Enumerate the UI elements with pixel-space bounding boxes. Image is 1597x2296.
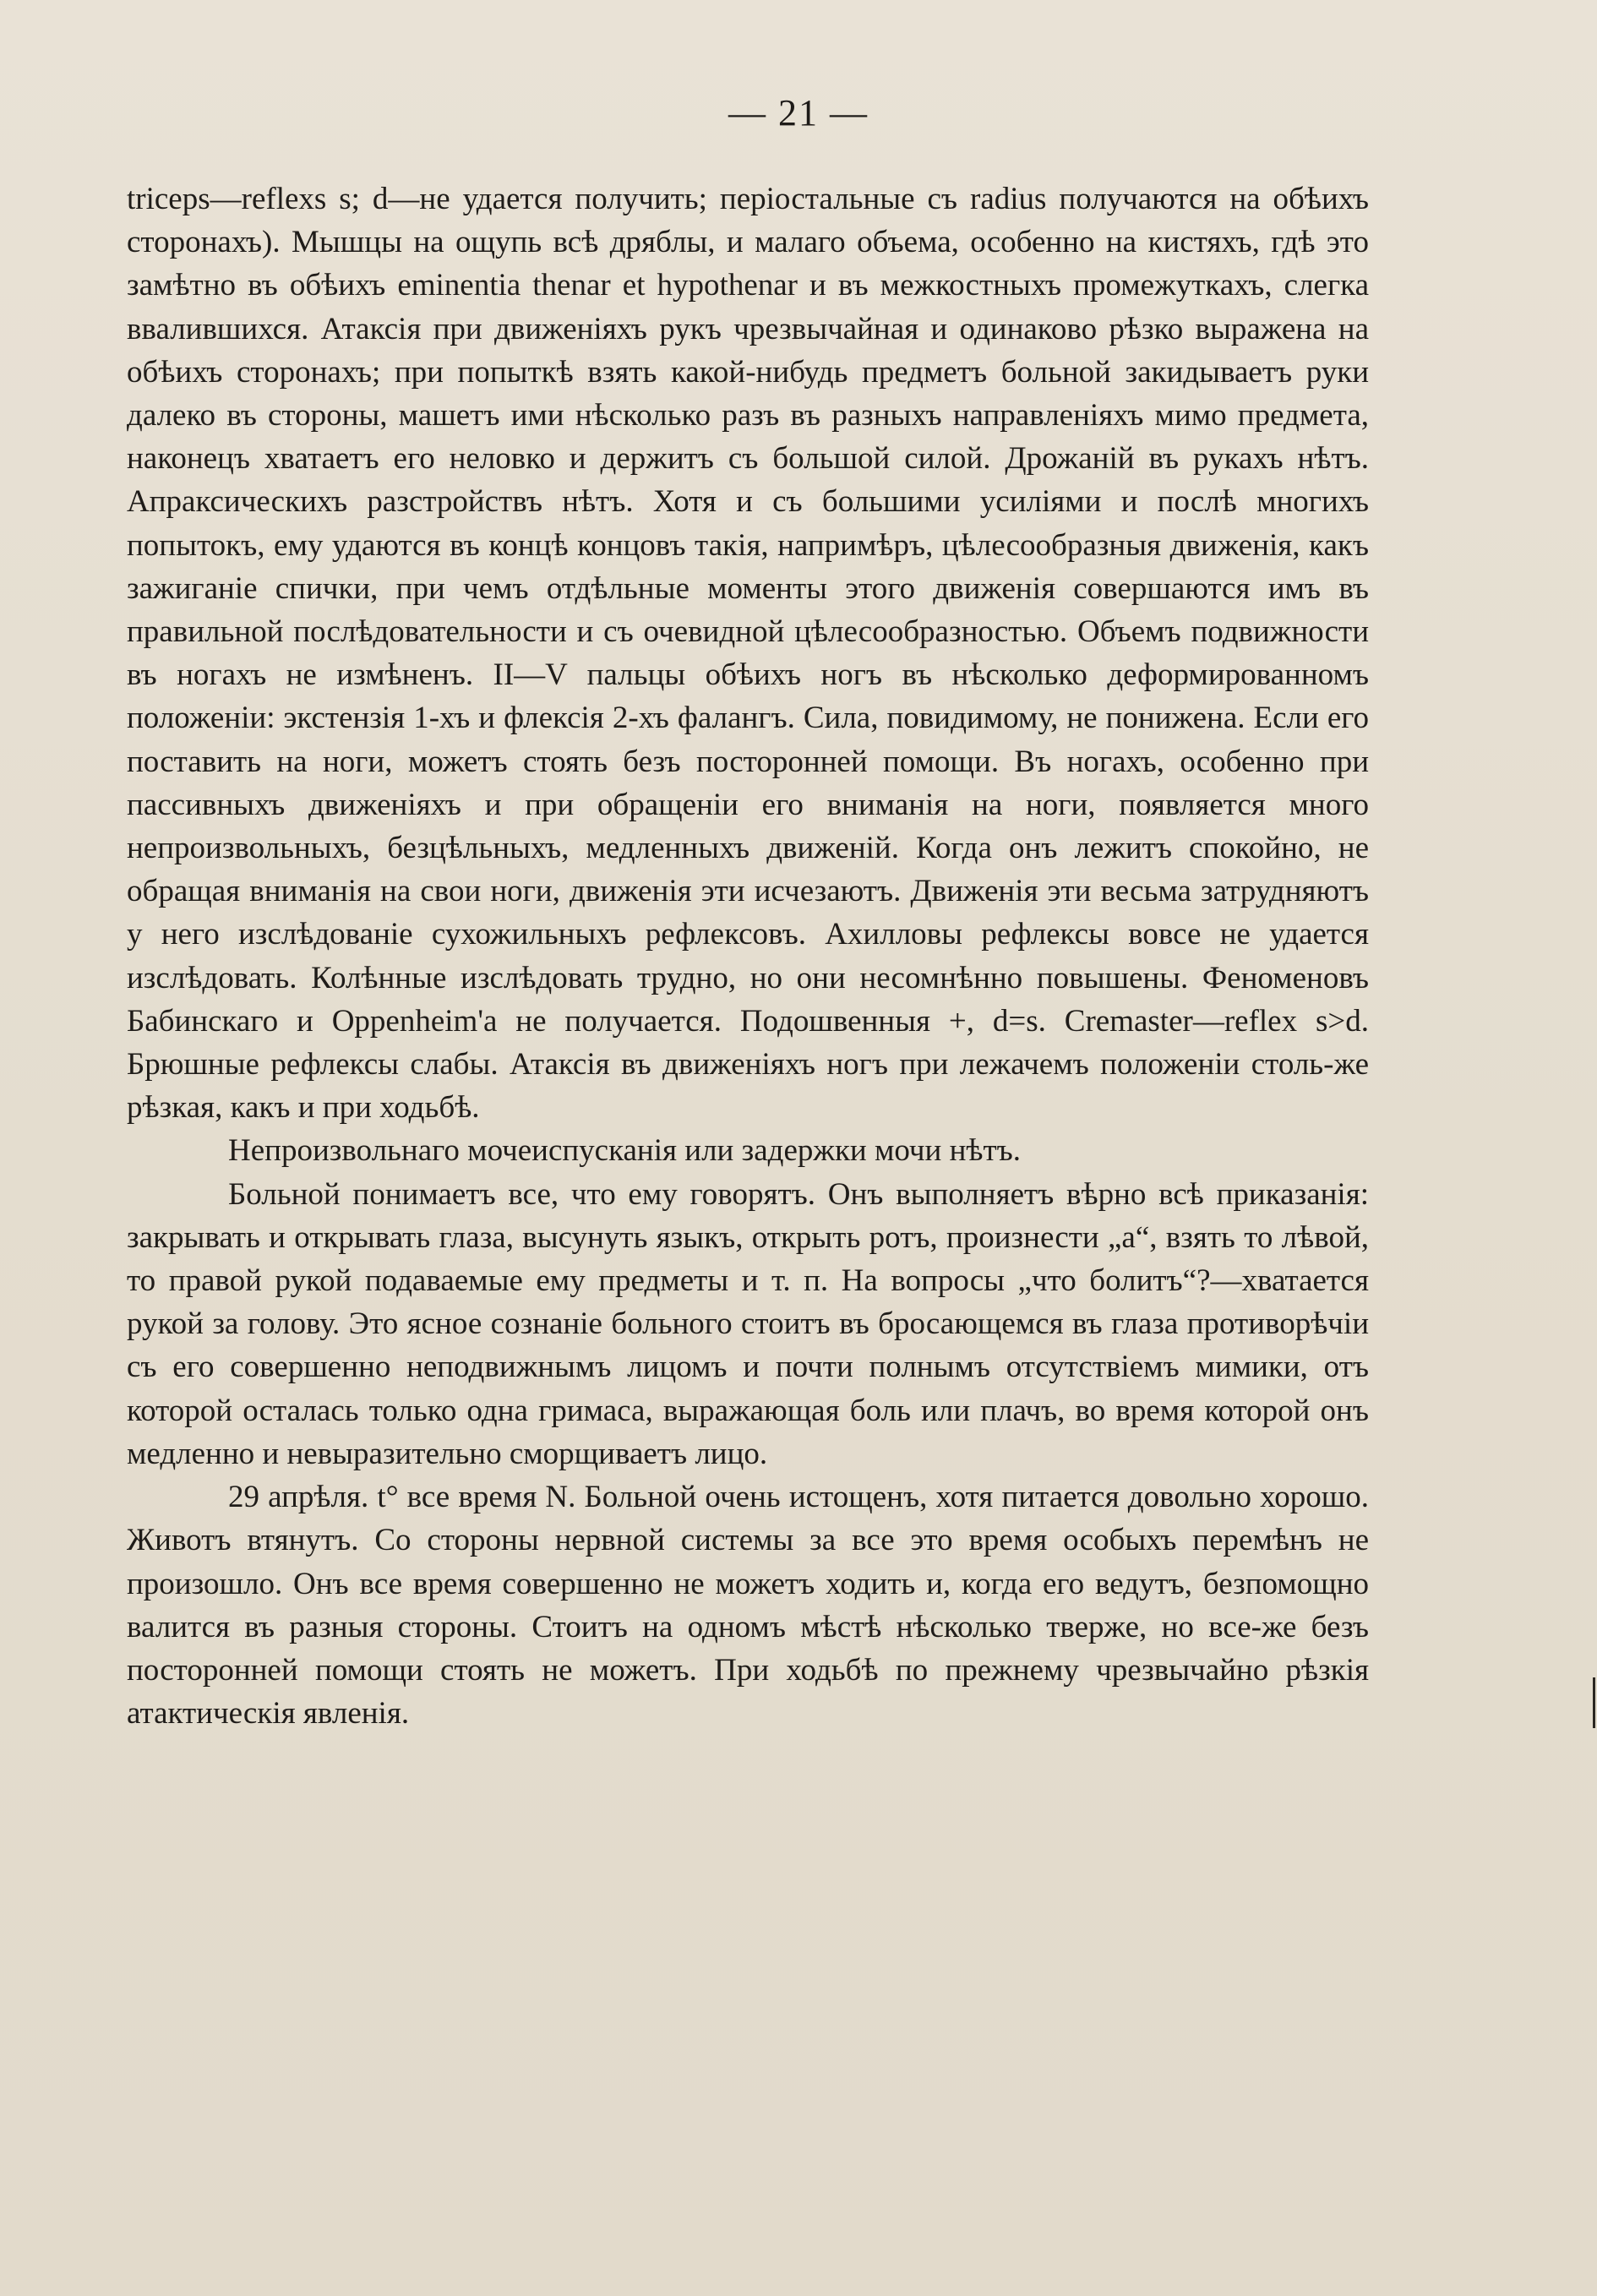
body-text bbox=[127, 177, 1369, 1735]
paragraph-urination: Непроизвольнаго мочеиспусканія или задержки мочи нѣтъ. bbox=[228, 1133, 1022, 1169]
scan-edge-mark bbox=[1593, 1677, 1595, 1728]
page-number: — 21 — bbox=[728, 92, 869, 134]
paragraph-april-29: 29 апрѣля. t° все время N. Больной очень истощенъ, хотя питается довольно хорошо. Животъ втянутъ. Со стороны нервной системы за все это время особыхъ перемѣнъ не произошло. Онъ все время совершенно не можетъ ходить и, когда его ведутъ, безпомощно валится въ разныя стороны. Стоитъ на одномъ мѣстѣ нѣсколько тверже, но все-же безъ посторонней помощи стоять не можетъ. При ходьбѣ по прежнему чрезвычайно рѣзкія атактическія явленія. bbox=[127, 1480, 1369, 1732]
paragraph-comprehension: Больной понимаетъ все, что ему говорятъ. Онъ выполняетъ вѣрно всѣ приказанія: закрывать и открывать глаза, высунуть языкъ, открыть ротъ, произнести „а“, взять то лѣвой, то правой рукой подаваемые ему предметы и т. п. На вопросы „что болитъ“?—хватается рукой за голову. Это ясное сознаніе больного стоитъ въ бросающемся въ глаза противорѣчіи съ его совершенно неподвижнымъ лицомъ и почти полнымъ отсутствіемъ мимики, отъ которой осталась только одна гримаса, выражающая боль или плачъ, во время которой онъ медленно и невыразительно сморщиваетъ лицо. bbox=[127, 1176, 1369, 1471]
paragraph-examination: triceps—reflexs s; d—не удается получить; періостальные съ radius получаются на обѣихъ сторонахъ). Мышцы на ощупь всѣ дряблы, и малаго объема, особенно на кистяхъ, гдѣ это замѣтно въ обѣихъ eminentia thenar et hypothenar и въ межкостныхъ промежуткахъ, слегка ввалившихся. Атаксія при движеніяхъ рукъ чрезвычайная и одинаково рѣзко выражена на обѣихъ сторонахъ; при попыткѣ взять какой-нибудь предметъ больной закидываетъ руки далеко въ стороны, машетъ ими нѣсколько разъ въ разныхъ направленіяхъ мимо предмета, наконецъ хватаетъ его неловко и держитъ съ большой силой. Дрожаній въ рукахъ нѣтъ. Апраксическихъ разстройствъ нѣтъ. Хотя и съ большими усиліями и послѣ многихъ попытокъ, ему удаются въ концѣ концовъ такія, напримѣръ, цѣлесообразныя движенія, какъ зажиганіе спички, при чемъ отдѣльные моменты этого движенія совершаются имъ въ правильной послѣдовательности и съ очевидной цѣлесообразностью. Объемъ подвижности въ ногахъ не измѣненъ. II—V пальцы обѣихъ ногъ въ нѣсколько деформированномъ положеніи: экстензія 1-хъ и флексія 2-хъ фалангъ. Сила, повидимому, не понижена. Если его поставить на ноги, можетъ стоять безъ посторонней помощи. Въ ногахъ, особенно при пассивныхъ движеніяхъ и при обращеніи его вниманія на ноги, появляется много непроизвольныхъ, безцѣльныхъ, медленныхъ движеній. Когда онъ лежитъ спокойно, не обращая вниманія на свои ноги, движенія эти исчезаютъ. Движенія эти весьма затрудняютъ у него изслѣдованіе сухожильныхъ рефлексовъ. Ахилловы рефлексы вовсе не удается изслѣдовать. Колѣнные изслѣдовать трудно, но они несомнѣнно повышены. Феноменовъ Бабинскаго и Oppenheim'а не получается. Подошвенныя +, d=s. Cremaster—reflex s>d. Брюшные рефлексы слабы. Атаксія въ движеніяхъ ногъ при лежачемъ положеніи столь-же рѣзкая, какъ и при ходьбѣ. bbox=[127, 182, 1369, 1126]
